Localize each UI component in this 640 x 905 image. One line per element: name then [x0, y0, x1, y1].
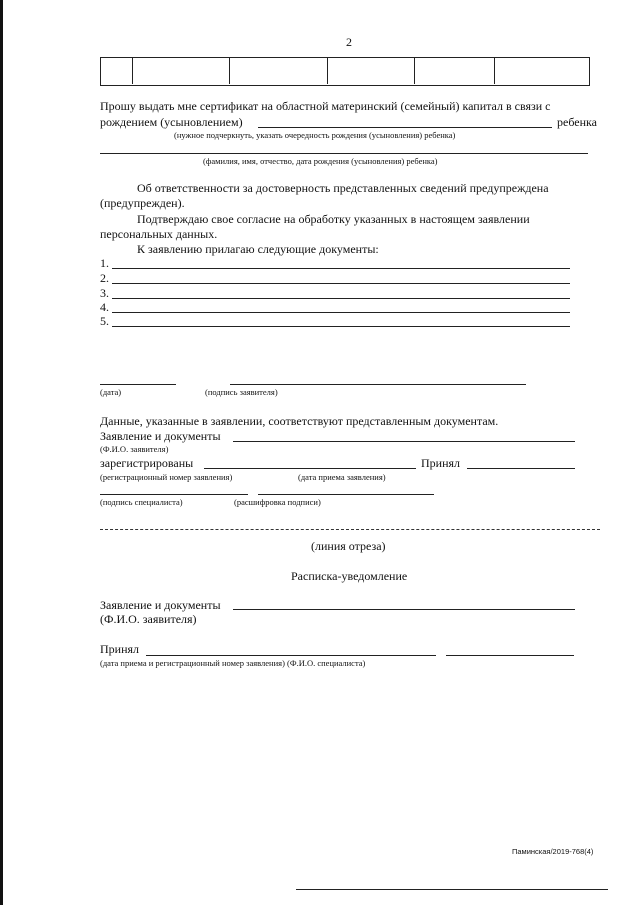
applicant-docs-label: Заявление и документы [100, 429, 221, 443]
accepted-by-field[interactable] [467, 468, 575, 469]
request-child-word: ребенка [557, 115, 597, 129]
receipt-docs-label: Заявление и документы [100, 598, 221, 612]
registration-field[interactable] [204, 468, 416, 469]
document-item-number: 4. [100, 300, 109, 314]
cut-line [100, 529, 600, 530]
acceptance-date-hint: (дата приема заявления) [298, 472, 386, 482]
consent-text: Подтверждаю свое согласие на обработку указанных в настоящем заявлении [137, 212, 530, 226]
footer-rule [296, 889, 608, 890]
registration-number-hint: (регистрационный номер заявления) [100, 472, 233, 482]
scan-edge [0, 0, 3, 905]
document-field-2[interactable] [112, 283, 570, 284]
receipt-registration-field[interactable] [146, 655, 436, 656]
receipt-title: Расписка-уведомление [291, 569, 408, 583]
child-name-field[interactable] [100, 153, 588, 154]
document-item-number: 5. [100, 314, 109, 328]
applicant-signature-label: (подпись заявителя) [205, 387, 278, 397]
signature-decoding-label: (расшифровка подписи) [234, 497, 321, 507]
birth-order-field[interactable] [258, 127, 552, 128]
date-field[interactable] [100, 384, 176, 385]
cut-line-label: (линия отреза) [311, 539, 386, 553]
table-cell-divider [229, 57, 230, 84]
document-field-4[interactable] [112, 312, 570, 313]
signature-decoding-field[interactable] [258, 494, 434, 495]
document-item-number: 1. [100, 256, 109, 270]
attachments-heading: К заявлению прилагаю следующие документы: [137, 242, 379, 256]
child-name-hint: (фамилия, имя, отчество, дата рождения (усыновления) ребенка) [203, 156, 438, 166]
request-line-2: рождением (усыновлением) [100, 115, 243, 129]
table-cell-divider [494, 57, 495, 84]
document-field-3[interactable] [112, 298, 570, 299]
document-field-5[interactable] [112, 326, 570, 327]
responsibility-text: Об ответственности за достоверность представленных сведений предупреждена [137, 181, 549, 195]
specialist-signature-label: (подпись специалиста) [100, 497, 183, 507]
receipt-accepted-hint: (дата приема и регистрационный номер заявления) (Ф.И.О. специалиста) [100, 658, 366, 668]
receipt-applicant-hint: (Ф.И.О. заявителя) [100, 612, 197, 626]
document-field-1[interactable] [112, 268, 570, 269]
header-table [100, 57, 590, 86]
birth-order-hint: (нужное подчеркнуть, указать очередность рождения (усыновления) ребенка) [174, 130, 456, 140]
applicant-name-field[interactable] [233, 441, 575, 442]
applicant-name-hint: (Ф.И.О. заявителя) [100, 444, 169, 454]
page-number: 2 [346, 35, 352, 49]
applicant-signature-field[interactable] [230, 384, 526, 385]
footer-code: Паминская/2019-768(4) [512, 847, 594, 856]
accepted-label: Принял [421, 456, 461, 470]
table-cell-divider [132, 57, 133, 84]
receipt-specialist-field[interactable] [446, 655, 574, 656]
verification-text: Данные, указанные в заявлении, соответствуют представленным документам. [100, 414, 499, 428]
request-line-1: Прошу выдать мне сертификат на областной материнский (семейный) капитал в связи с [100, 99, 551, 113]
receipt-applicant-field[interactable] [233, 609, 575, 610]
registered-label: зарегистрированы [100, 456, 194, 470]
receipt-accepted-label: Принял [100, 642, 140, 656]
responsibility-text-cont: (предупрежден). [100, 196, 185, 210]
date-label: (дата) [100, 387, 122, 397]
table-cell-divider [414, 57, 415, 84]
document-item-number: 2. [100, 271, 109, 285]
table-cell-divider [327, 57, 328, 84]
document-item-number: 3. [100, 286, 109, 300]
specialist-signature-field[interactable] [100, 494, 248, 495]
consent-text-cont: персональных данных. [100, 227, 218, 241]
